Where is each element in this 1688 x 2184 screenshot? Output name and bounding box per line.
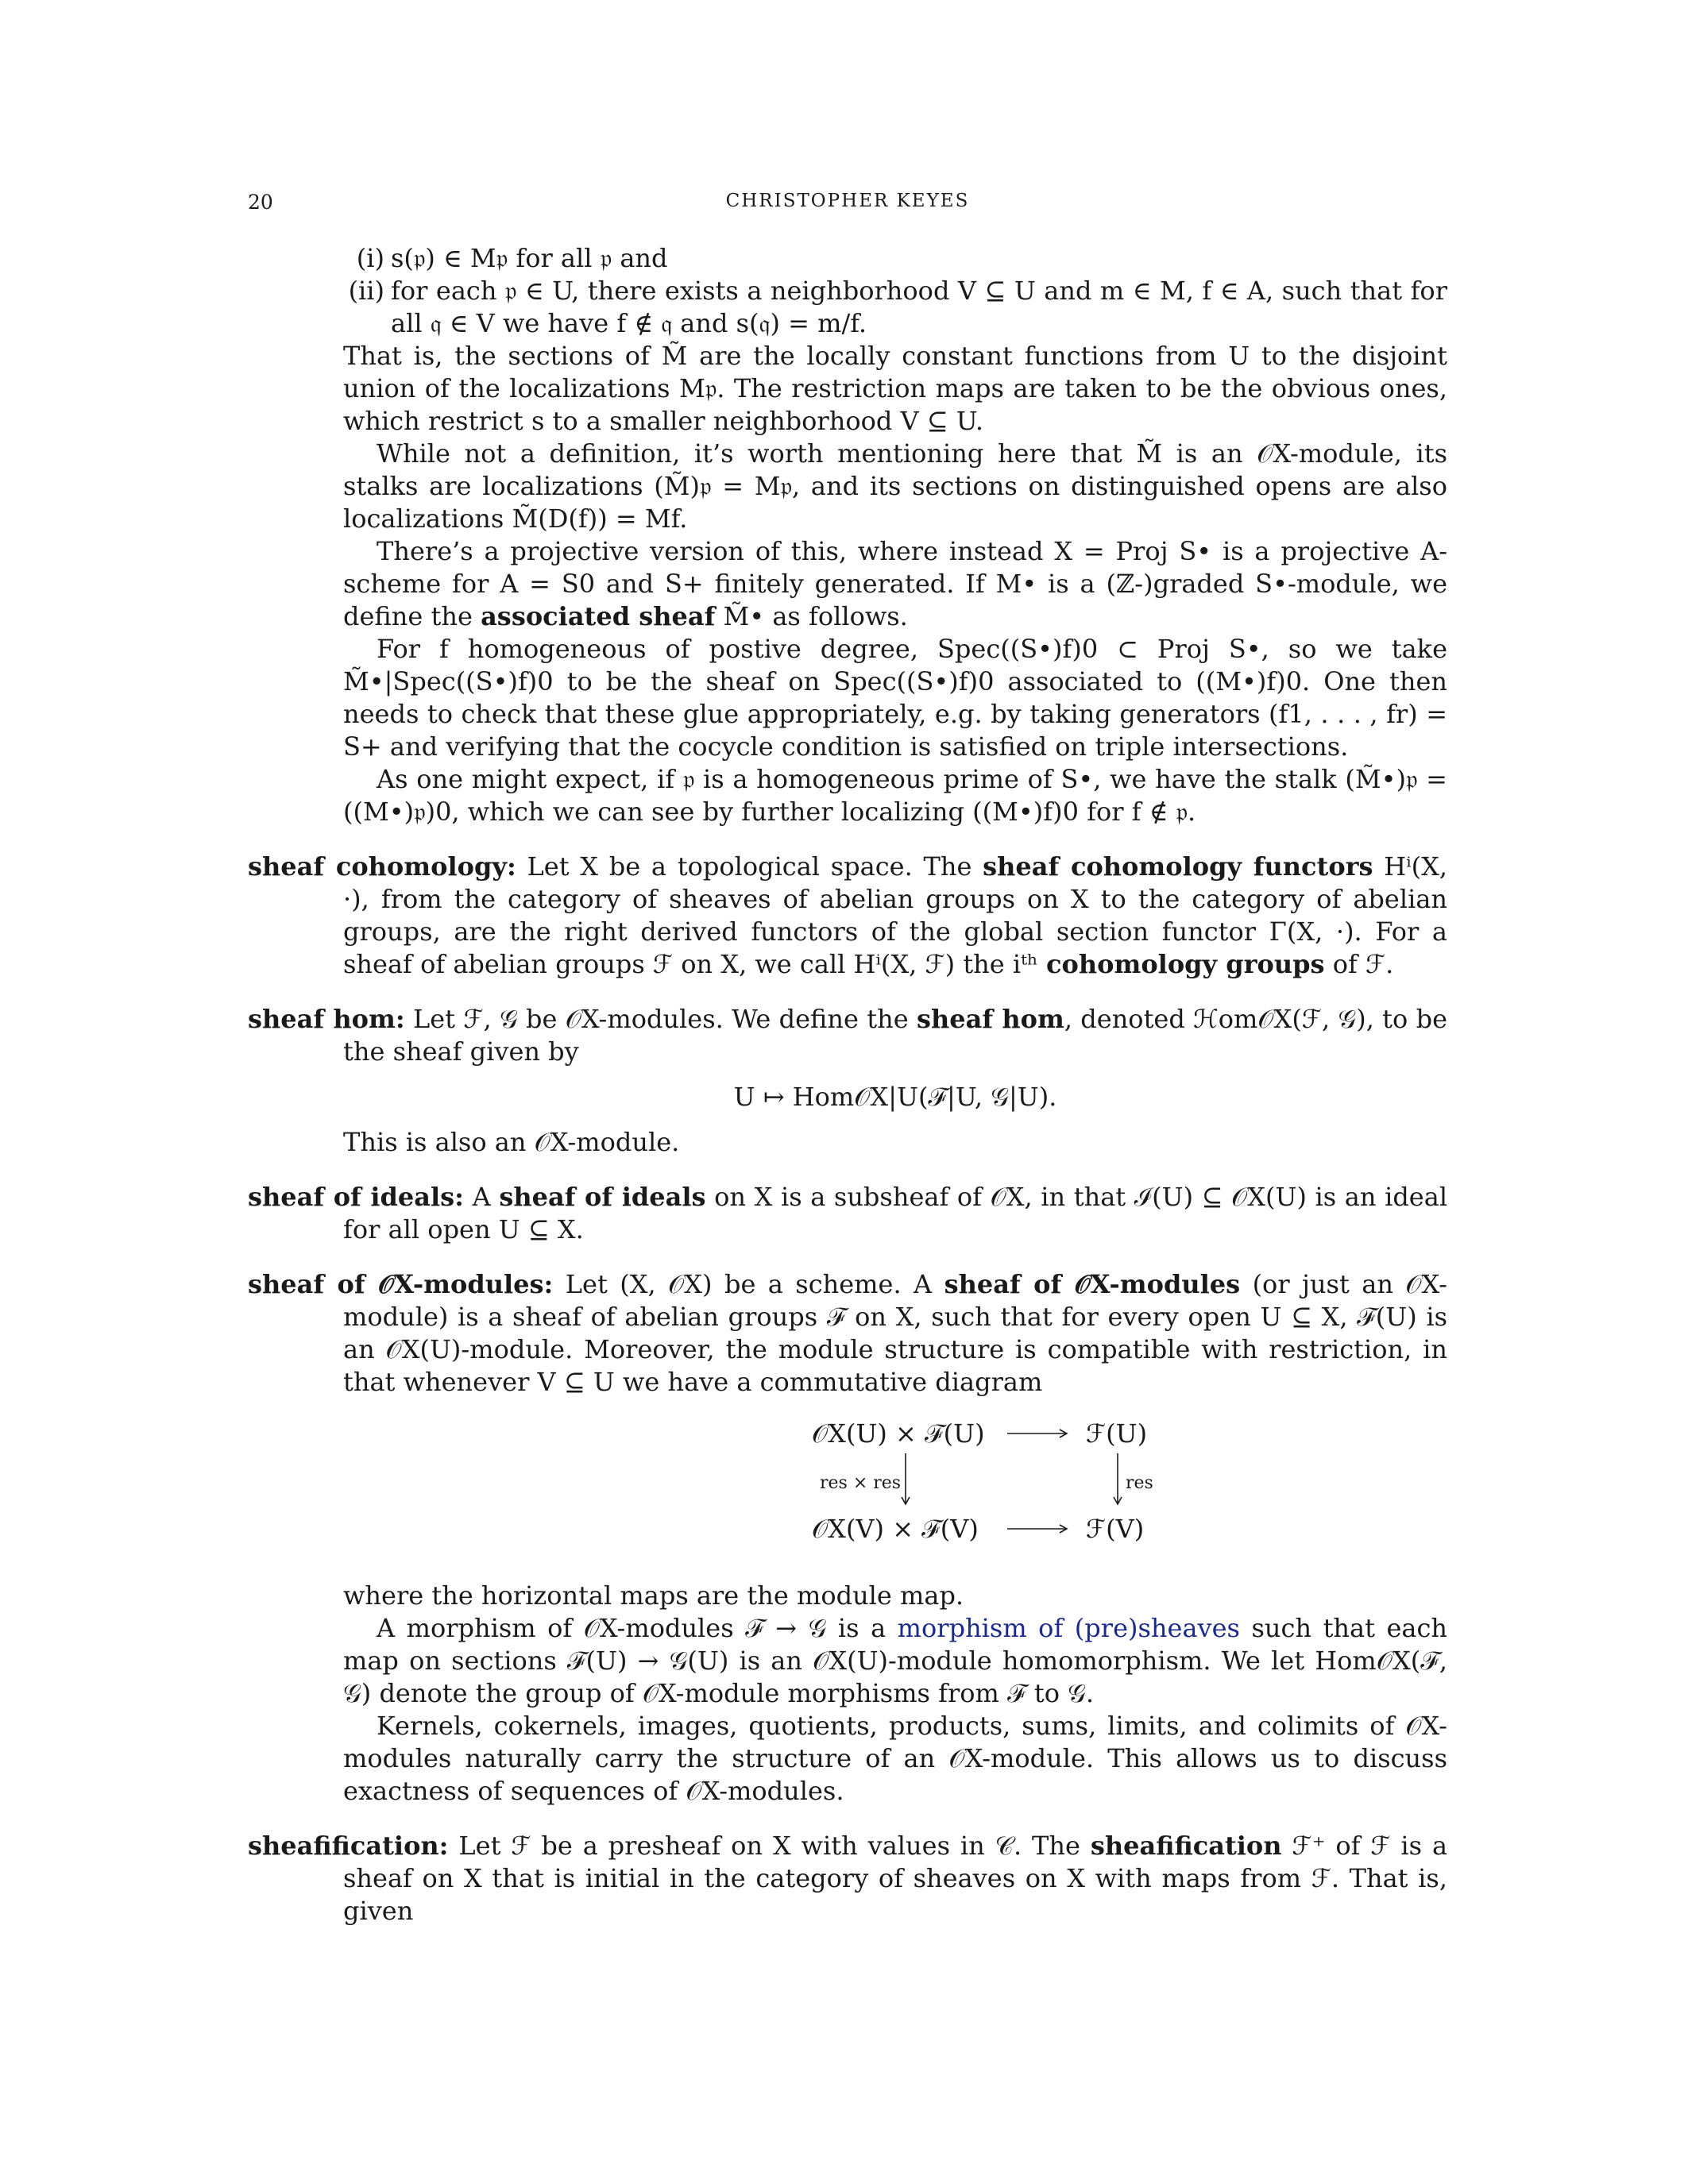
bold-term: associated sheaf (481, 601, 716, 631)
entry-term: sheaf of 𝒪X-modules: (248, 1269, 554, 1299)
list-text: s(𝔭) ∈ M𝔭 for all 𝔭 and (391, 243, 668, 273)
text: A morphism of 𝒪X-modules ℱ → 𝒢 is a (377, 1613, 886, 1643)
entry-term: sheaf hom: (248, 1004, 405, 1034)
list-item (343, 242, 1447, 275)
diagram-top-right: ℱ(U) (1086, 1418, 1148, 1449)
text: (or just an 𝒪X-module) is a sheaf of abelian groups ℱ on X, such that for every open U ⊆ X, ℱ(U) is an 𝒪X(U)-module. Moreover, the module structure is compatible with restriction, in that whenever V ⊆ U we have a commutative diagram (343, 1269, 1447, 1397)
display-equation: U ↦ Hom𝒪X|U(ℱ|U, 𝒢|U). (733, 1082, 1057, 1112)
bold-term: sheaf of ideals (499, 1182, 706, 1212)
text: Let X be a topological space. The (527, 851, 972, 882)
list-item (343, 275, 1447, 340)
bold-term: sheaf hom (916, 1004, 1064, 1034)
entry-continuation (248, 1580, 1447, 1808)
text: ℱ⁺ of ℱ is a sheaf on X that is initial in the category of sheaves on X with maps from ℱ. That is, given (343, 1831, 1448, 1926)
running-head: CHRISTOPHER KEYES (725, 191, 970, 211)
entry-term: sheaf of ideals: (248, 1182, 464, 1212)
entry-sheaf-hom (248, 1003, 1447, 1068)
entry-sheafification (248, 1830, 1447, 1927)
diagram-top-left: 𝒪X(U) × ℱ(U) (812, 1418, 985, 1449)
commutative-diagram (812, 1410, 1225, 1569)
text: M̃• as follows. (723, 601, 908, 631)
continued-definition (248, 340, 1447, 828)
diagram-right-label: res (1126, 1473, 1153, 1493)
text: such that each map on sections ℱ(U) → 𝒢(U) is an 𝒪X(U)-module homomorphism. We let Hom𝒪X(ℱ, 𝒢) denote the group of 𝒪X-module morphisms from ℱ to 𝒢. (343, 1613, 1448, 1708)
paragraph: Kernels, cokernels, images, quotients, products, sums, limits, and colimits of 𝒪X-modules naturally carry the structure of an 𝒪X-module. This allows us to discuss exactness of sequences of 𝒪X-modules. (343, 1711, 1447, 1806)
page-body (248, 242, 1447, 1927)
diagram-left-label: res × res (820, 1473, 902, 1493)
entry-sheaf-of-modules (248, 1268, 1447, 1399)
page-header (248, 191, 1447, 222)
condition-list (343, 242, 1447, 340)
cross-reference-link[interactable]: morphism of (pre)sheaves (897, 1613, 1240, 1643)
entry-sheaf-of-ideals (248, 1181, 1447, 1246)
text: A (472, 1182, 491, 1212)
bold-term: sheaf of 𝒪X-modules (944, 1269, 1241, 1299)
paragraph: While not a definition, it’s worth mentioning here that M̃ is an 𝒪X-module, its stalks are localizations (M̃)𝔭 = M𝔭, and its sections on distinguished opens are also localizations M̃(D(f)) = Mf. (343, 438, 1447, 534)
text: Let ℱ be a presheaf on X with values in 𝒞. The (458, 1831, 1080, 1861)
paragraph: For f homogeneous of postive degree, Spec((S•)f)0 ⊂ Proj S•, so we take M̃•|Spec((S•)f)0 to be the sheaf on Spec((S•)f)0 associated to ((M•)f)0. One then needs to check that these glue appropriately, e.g. by taking generators (f1, . . . , fr) = S+ and verifying that the cocycle condition is satisfied on triple intersections. (343, 634, 1447, 762)
entry-sheaf-cohomology (248, 851, 1447, 981)
paragraph (343, 535, 1447, 633)
list-label: (ii) (348, 276, 384, 306)
list-text: for each 𝔭 ∈ U, there exists a neighborhood V ⊆ U and m ∈ M, f ∈ A, such that for all 𝔮 ∈ V we have f ∉ 𝔮 and s(𝔮) = m/f. (391, 276, 1447, 338)
entry-continuation: This is also an 𝒪X-module. (343, 1127, 680, 1157)
list-label: (i) (356, 243, 384, 273)
text: of ℱ. (1332, 949, 1394, 979)
text: Hⁱ(X, ·), from the category of sheaves of abelian groups on X to the category of abelian groups, are the right derived functors of the global section functor Γ(X, ·). For a sheaf of abelian groups ℱ on X, we call Hⁱ(X, ℱ) the iᵗʰ (343, 851, 1448, 979)
diagram-bottom-right: ℱ(V) (1086, 1514, 1145, 1544)
text: Let ℱ, 𝒢 be 𝒪X-modules. We define the (412, 1004, 909, 1034)
text: Let (X, 𝒪X) be a scheme. A (565, 1269, 933, 1299)
page-number: 20 (248, 191, 273, 214)
text: on X is a subsheaf of 𝒪X, in that ℐ(U) ⊆ 𝒪X(U) is an ideal for all open U ⊆ X. (343, 1182, 1448, 1244)
text: , denoted ℋom𝒪X(ℱ, 𝒢), to be the sheaf given by (343, 1004, 1448, 1067)
paragraph: where the horizontal maps are the module map. (343, 1580, 964, 1611)
bold-term: cohomology groups (1046, 949, 1325, 979)
text: There’s a projective version of this, where instead X = Proj S• is a projective A-scheme for A = S0 and S+ finitely generated. If M• is a (ℤ-)graded S•-module, we define the (343, 536, 1447, 631)
entry-term: sheaf cohomology: (248, 851, 516, 882)
paragraph: As one might expect, if 𝔭 is a homogeneous prime of S•, we have the stalk (M̃•)𝔭 = ((M•)𝔭)0, which we can see by further localizing ((M•)f)0 for f ∉ 𝔭. (343, 764, 1447, 827)
paragraph (343, 1612, 1447, 1710)
bold-term: sheafification (1090, 1831, 1282, 1861)
entry-term: sheafification: (248, 1831, 449, 1861)
diagram-bottom-left: 𝒪X(V) × ℱ(V) (812, 1514, 979, 1544)
paragraph: That is, the sections of M̃ are the locally constant functions from U to the disjoint union of the localizations M𝔭. The restriction maps are taken to be the obvious ones, which restrict s to a smaller neighborhood V ⊆ U. (343, 341, 1447, 436)
bold-term: sheaf cohomology functors (983, 851, 1373, 882)
